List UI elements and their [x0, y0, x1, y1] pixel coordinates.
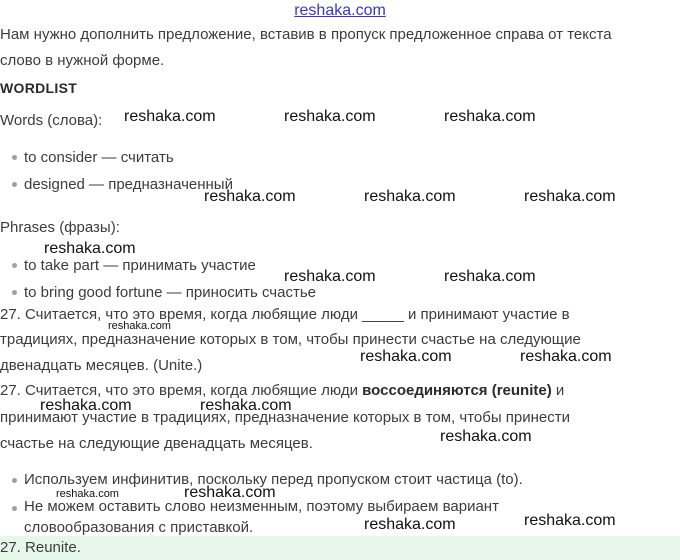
watermark: reshaka.com	[440, 428, 532, 445]
solution-answer-bold: воссоединяются (reunite)	[362, 382, 552, 399]
watermark: reshaka.com	[56, 488, 119, 500]
site-link[interactable]: reshaka.com	[294, 2, 386, 19]
watermark: reshaka.com	[524, 188, 616, 205]
task-line-1: 27. Считается, что это время, когда любящие люди _____ и принимают участие в	[0, 306, 570, 323]
watermark: reshaka.com	[444, 108, 536, 125]
bullet-icon	[12, 478, 17, 483]
solution-line-3: счастье на следующие двенадцать месяцев.	[0, 435, 313, 452]
intro-line-1: Нам нужно дополнить предложение, вставив в пропуск предложенное справа от текста	[0, 26, 612, 43]
note-2-line-1: Не можем оставить слово неизменным, поэтому выбираем вариант	[24, 498, 499, 515]
watermark: reshaka.com	[200, 397, 292, 414]
note-2-line-2: словообразования с приставкой.	[24, 519, 254, 536]
intro-line-2: слово в нужной форме.	[0, 52, 165, 69]
words-label: Words (слова):	[0, 112, 103, 129]
watermark: reshaka.com	[520, 348, 612, 365]
phrases-label: Phrases (фразы):	[0, 219, 120, 236]
watermark: reshaka.com	[184, 484, 276, 501]
phrase-item: to bring good fortune — приносить счастье	[24, 284, 316, 301]
task-line-3: двенадцать месяцев. (Unite.)	[0, 357, 203, 374]
watermark: reshaka.com	[364, 516, 456, 533]
watermark: reshaka.com	[124, 108, 216, 125]
watermark: reshaka.com	[44, 240, 136, 257]
solution-line-1-pre: 27. Считается, что это время, когда любящие люди	[0, 382, 363, 399]
watermark: reshaka.com	[284, 268, 376, 285]
solution-line-2: принимают участие в традициях, предназначение которых в том, чтобы принести	[0, 409, 570, 426]
watermark: reshaka.com	[204, 188, 296, 205]
word-item: designed — предназначенный	[24, 176, 233, 193]
word-item: to consider — считать	[24, 149, 174, 166]
task-line-2: традициях, предназначение которых в том, чтобы принести счастье на следующие	[0, 331, 581, 348]
watermark: reshaka.com	[364, 188, 456, 205]
watermark: reshaka.com	[444, 268, 536, 285]
bullet-icon	[12, 182, 17, 187]
bullet-icon	[12, 263, 17, 268]
bullet-icon	[12, 290, 17, 295]
note-1: Используем инфинитив, поскольку перед пропуском стоит частица (to).	[24, 471, 523, 488]
phrase-item: to take part — принимать участие	[24, 257, 256, 274]
watermark: reshaka.com	[108, 320, 171, 332]
wordlist-heading: WORDLIST	[0, 80, 78, 96]
bullet-icon	[12, 155, 17, 160]
answer-bar	[0, 536, 680, 560]
watermark: reshaka.com	[524, 512, 616, 529]
bullet-icon	[12, 506, 17, 511]
watermark: reshaka.com	[284, 108, 376, 125]
answer-text: 27. Reunite.	[0, 539, 81, 556]
watermark: reshaka.com	[360, 348, 452, 365]
watermark: reshaka.com	[40, 397, 132, 414]
solution-line-1-post: и	[551, 382, 565, 399]
